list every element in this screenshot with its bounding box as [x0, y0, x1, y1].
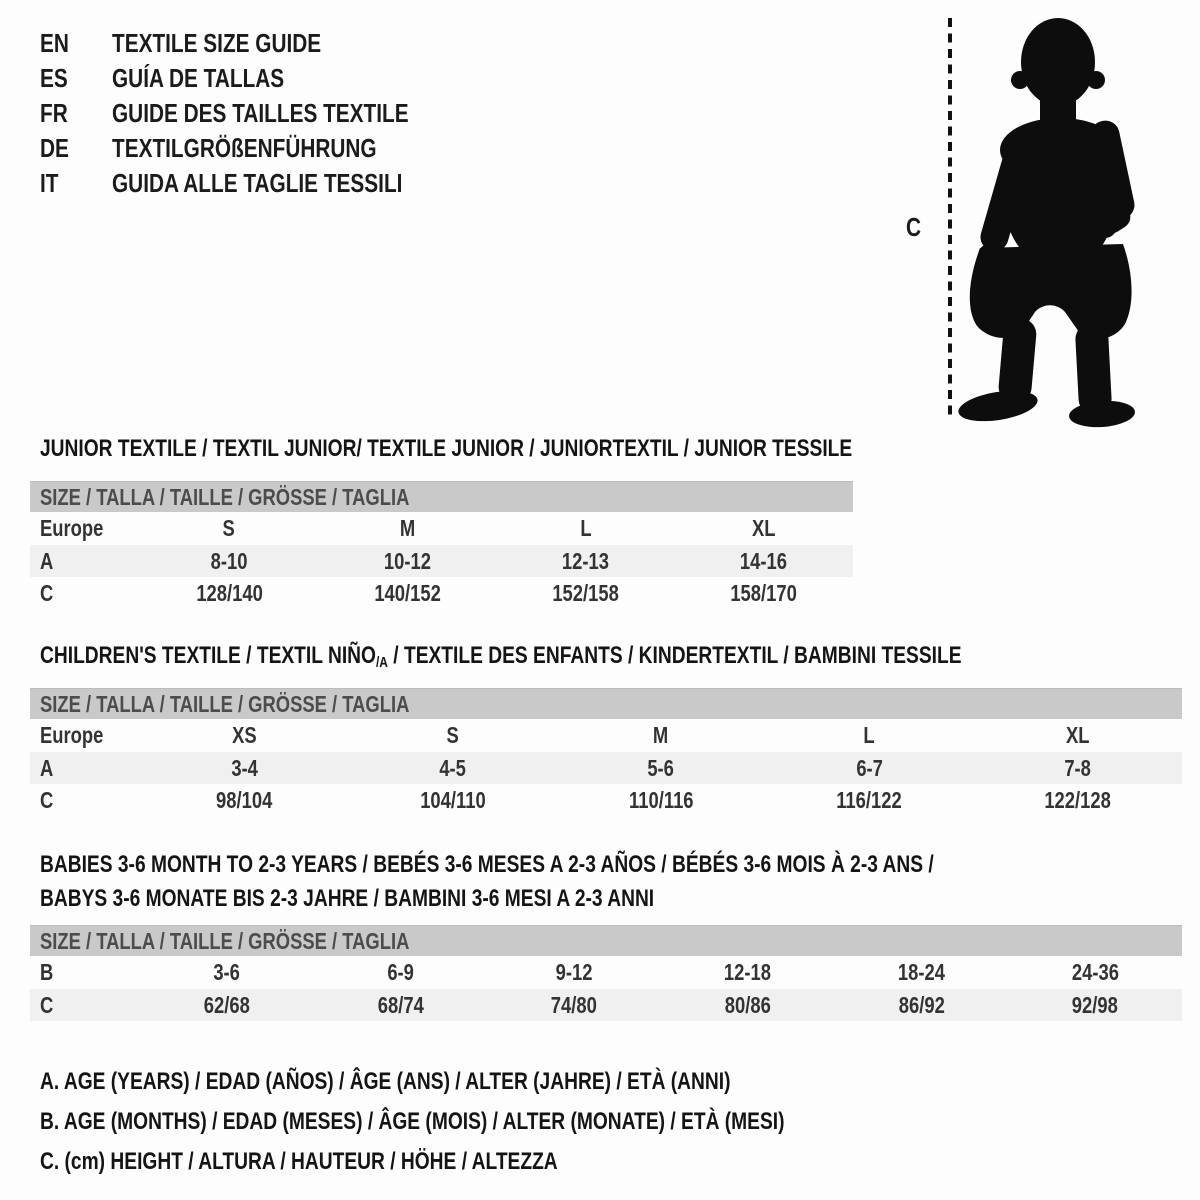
- row-label: B: [40, 959, 54, 985]
- row-label: A: [40, 754, 54, 781]
- row-label: A: [40, 547, 54, 574]
- legend-line-a: A. AGE (YEARS) / EDAD (AÑOS) / ÂGE (ANS) / ALTER (JAHRE) / ETÀ (ANNI): [40, 1068, 731, 1095]
- size-col: L: [580, 515, 592, 541]
- cell: 9-12: [555, 959, 593, 985]
- guide-title-en: TEXTILE SIZE GUIDE: [112, 28, 322, 58]
- toddler-silhouette-icon: [935, 8, 1165, 428]
- region-label: Europe: [40, 515, 104, 541]
- lang-code: EN: [40, 28, 69, 58]
- size-col: S: [222, 515, 236, 541]
- cell: 110/116: [628, 786, 694, 813]
- children-row-height-cm: [30, 784, 1182, 816]
- cell: 12-18: [724, 959, 772, 985]
- size-header-bar: SIZE / TALLA / TAILLE / GRÖSSE / TAGLIA: [30, 688, 1182, 719]
- size-col: XS: [231, 722, 257, 748]
- cell: 68/74: [377, 991, 424, 1018]
- height-measure-label: C: [906, 212, 922, 242]
- children-row-age-years: [30, 752, 1182, 784]
- lang-code: DE: [40, 133, 69, 163]
- lang-row-fr: [40, 96, 483, 131]
- cell: 8-10: [210, 547, 248, 574]
- size-col: L: [863, 722, 876, 748]
- cell: 12-13: [562, 547, 610, 574]
- lang-code: ES: [40, 63, 68, 93]
- size-col: M: [399, 515, 416, 541]
- row-label: C: [40, 786, 54, 813]
- row-label: C: [40, 579, 54, 606]
- size-header-bar: SIZE / TALLA / TAILLE / GRÖSSE / TAGLIA: [30, 925, 1182, 956]
- cell: 18-24: [897, 959, 946, 985]
- cell: 128/140: [195, 579, 263, 606]
- cell: 92/98: [1072, 991, 1119, 1018]
- cell: 24-36: [1071, 959, 1119, 985]
- junior-row-height-cm: [30, 577, 853, 609]
- babies-section-title: [40, 852, 1157, 912]
- cell: 116/122: [836, 786, 903, 813]
- junior-columns-row: [30, 512, 853, 545]
- guide-title-fr: GUIDE DES TAILLES TEXTILE: [112, 98, 409, 128]
- babies-title-line1: BABIES 3-6 MONTH TO 2-3 YEARS / BEBÉS 3-6 MESES A 2-3 AÑOS / BÉBÉS 3-6 MOIS À 2-3 ANS /: [40, 851, 934, 878]
- cell: 5-6: [647, 754, 675, 781]
- cell: 122/128: [1044, 786, 1112, 813]
- size-col: S: [446, 722, 459, 748]
- guide-title-es: GUÍA DE TALLAS: [112, 63, 285, 93]
- lang-row-en: [40, 26, 483, 61]
- toddler-silhouette: [956, 18, 1137, 428]
- children-columns-row: [30, 719, 1182, 752]
- junior-section-title: JUNIOR TEXTILE / TEXTIL JUNIOR/ TEXTILE JUNIOR / JUNIORTEXTIL / JUNIOR TESSILE: [40, 435, 853, 462]
- legend-line-b: B. AGE (MONTHS) / EDAD (MESES) / ÂGE (MOIS) / ALTER (MONATE) / ETÀ (MESI): [40, 1108, 785, 1135]
- region-label: Europe: [40, 722, 104, 748]
- legend-line-c: C. (cm) HEIGHT / ALTURA / HAUTEUR / HÖHE / ALTEZZA: [40, 1148, 558, 1175]
- children-size-table: [30, 688, 1182, 816]
- children-section-title: CHILDREN'S TEXTILE / TEXTIL NIÑO/A / TEXTILE DES ENFANTS / KINDERTEXTIL / BAMBINI TESSILE: [40, 642, 962, 671]
- cell: 152/158: [552, 579, 619, 606]
- lang-row-es: [40, 61, 483, 96]
- language-title-block: [40, 26, 483, 201]
- babies-row-age-months: [30, 956, 1182, 989]
- cell: 74/80: [551, 991, 598, 1018]
- lang-code: FR: [40, 98, 68, 128]
- lang-row-de: [40, 131, 483, 166]
- cell: 62/68: [203, 991, 250, 1018]
- cell: 3-4: [230, 754, 258, 781]
- guide-title-de: TEXTILGRÖßENFÜHRUNG: [112, 133, 377, 163]
- cell: 6-9: [387, 959, 414, 985]
- cell: 104/110: [419, 786, 486, 813]
- cell: 14-16: [740, 547, 788, 574]
- cell: 86/92: [898, 991, 945, 1018]
- size-col: M: [653, 722, 669, 748]
- cell: 140/152: [374, 579, 441, 606]
- measurement-legend: [40, 1062, 971, 1182]
- cell: 6-7: [856, 754, 883, 781]
- nino-a-subscript: /A: [375, 654, 388, 671]
- babies-size-table: [30, 925, 1182, 1021]
- size-col: XL: [752, 515, 776, 541]
- lang-code: IT: [40, 168, 59, 198]
- size-header-bar: SIZE / TALLA / TAILLE / GRÖSSE / TAGLIA: [30, 481, 853, 512]
- cell: 98/104: [216, 786, 273, 813]
- cell: 4-5: [439, 754, 466, 781]
- cell: 80/86: [724, 991, 771, 1018]
- babies-row-height-cm: [30, 989, 1182, 1021]
- cell: 10-12: [383, 547, 431, 574]
- size-col: XL: [1066, 722, 1090, 748]
- lang-row-it: [40, 166, 483, 201]
- cell: 158/170: [730, 579, 798, 606]
- junior-size-table: [30, 481, 853, 609]
- babies-title-line2: BABYS 3-6 MONATE BIS 2-3 JAHRE / BAMBINI 3-6 MESI A 2-3 ANNI: [40, 885, 655, 912]
- cell: 3-6: [213, 959, 241, 985]
- figure-area: [935, 8, 1165, 428]
- junior-row-age-years: [30, 545, 853, 577]
- guide-title-it: GUIDA ALLE TAGLIE TESSILI: [112, 168, 403, 198]
- row-label: C: [40, 991, 54, 1018]
- cell: 7-8: [1064, 754, 1092, 781]
